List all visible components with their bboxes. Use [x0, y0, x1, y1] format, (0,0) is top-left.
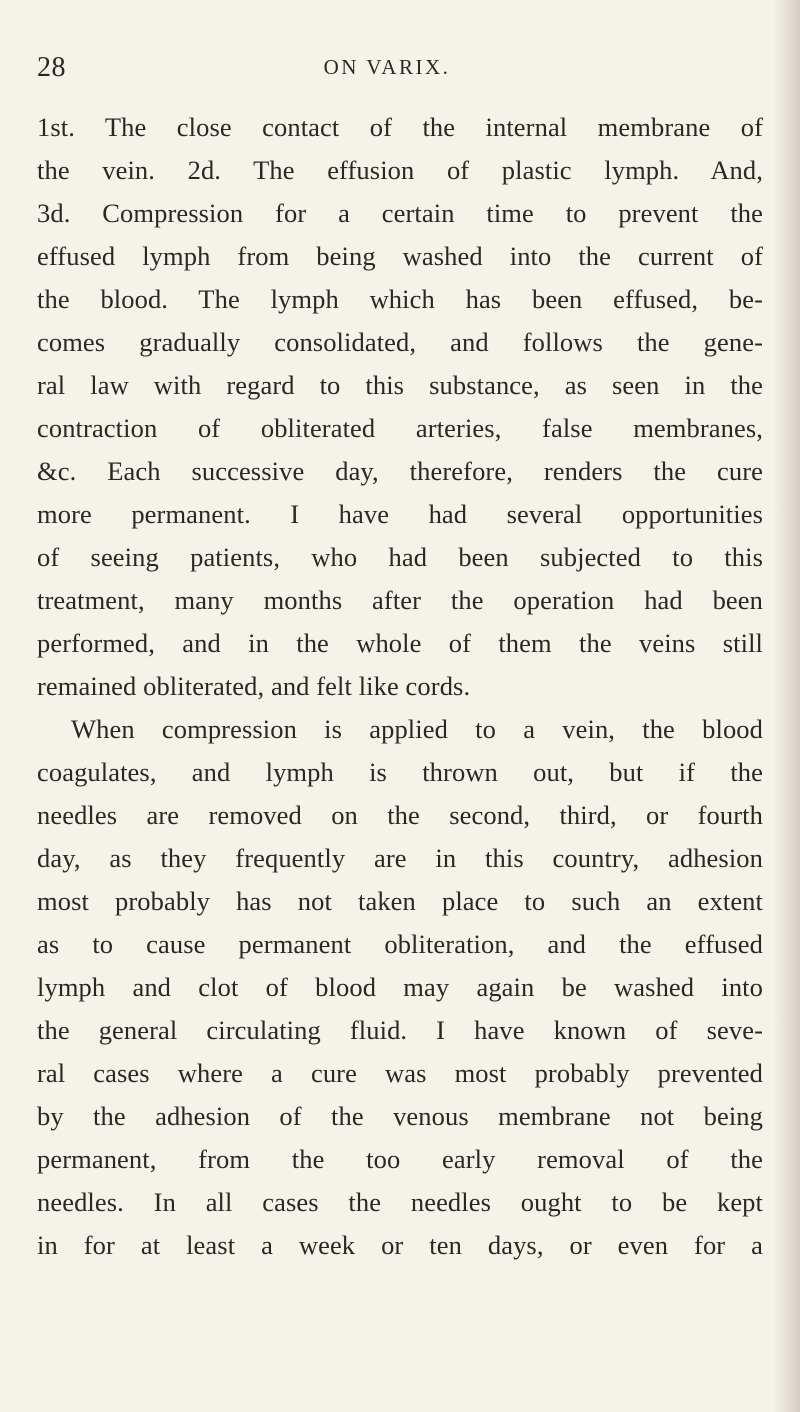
text-line: by the adhesion of the venous membrane not being [37, 1101, 763, 1131]
body-text [37, 106, 763, 1267]
text-line: effused lymph from being washed into the current of [37, 241, 763, 271]
text-line: ral law with regard to this substance, as seen in the [37, 370, 763, 400]
running-title: ON VARIX. [323, 55, 451, 79]
text-line: lymph and clot of blood may again be washed into [37, 972, 763, 1002]
text-line: coagulates, and lymph is thrown out, but if the [37, 757, 763, 787]
text-line: the vein. 2d. The effusion of plastic lymph. And, [37, 155, 763, 185]
page-number: 28 [37, 52, 66, 83]
text-line: treatment, many months after the operation had been [37, 585, 763, 615]
text-line: remained obliterated, and felt like cords. [37, 671, 471, 701]
text-line: most probably has not taken place to such an extent [37, 886, 763, 916]
page-edge-shadow [772, 0, 800, 1412]
text-line: When compression is applied to a vein, the blood [71, 714, 763, 744]
text-line: day, as they frequently are in this country, adhesion [37, 843, 763, 873]
text-line: ral cases where a cure was most probably prevented [37, 1058, 763, 1088]
text-line: performed, and in the whole of them the veins still [37, 628, 763, 658]
text-line: as to cause permanent obliteration, and the effused [37, 929, 763, 959]
text-line: in for at least a week or ten days, or even for a [37, 1230, 763, 1260]
text-line: &c. Each successive day, therefore, renders the cure [37, 456, 763, 486]
text-line: comes gradually consolidated, and follows the gene- [37, 327, 763, 357]
text-line: needles are removed on the second, third, or fourth [37, 800, 763, 830]
text-line: the general circulating fluid. I have known of seve- [37, 1015, 763, 1045]
text-line: 1st. The close contact of the internal membrane of [37, 112, 763, 142]
text-line: contraction of obliterated arteries, false membranes, [37, 413, 763, 443]
text-line: of seeing patients, who had been subjected to this [37, 542, 763, 572]
text-line: more permanent. I have had several opportunities [37, 499, 763, 529]
text-line: 3d. Compression for a certain time to prevent the [37, 198, 763, 228]
text-line: permanent, from the too early removal of the [37, 1144, 763, 1174]
text-line: the blood. The lymph which has been effused, be- [37, 284, 763, 314]
text-line: needles. In all cases the needles ought to be kept [37, 1187, 763, 1217]
page-header [37, 52, 737, 92]
